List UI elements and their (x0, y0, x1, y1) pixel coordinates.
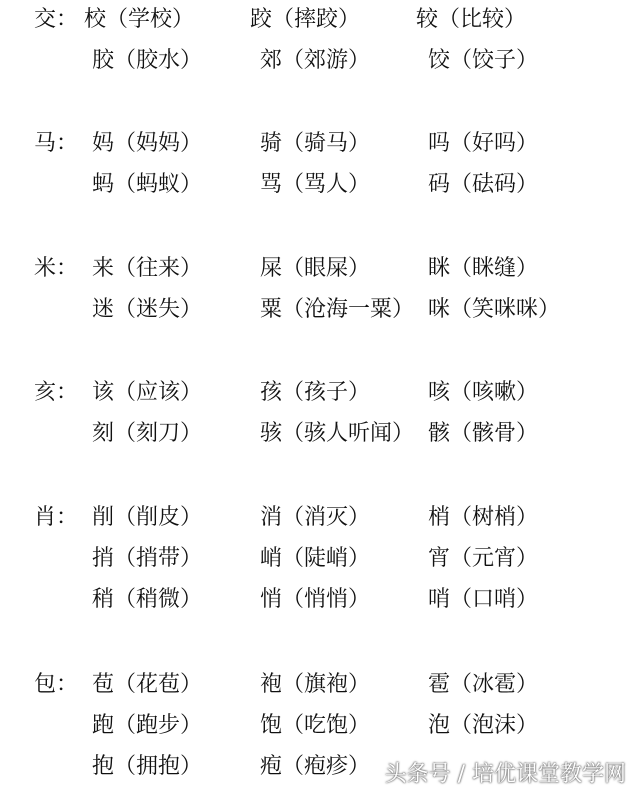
word-entry-col-3: 梢（树梢） (428, 505, 539, 530)
word-entry-col-3: 雹（冰雹） (428, 672, 539, 697)
word-entry-col-3: 泡（泡沫） (428, 713, 539, 738)
word-entry-col-1: 稍（稍微） (92, 587, 203, 612)
word-entry-col-1: 捎（捎带） (92, 546, 203, 571)
word-row (0, 373, 640, 413)
word-row (0, 498, 640, 538)
word-entry-col-1: 抱（拥抱） (92, 754, 203, 779)
word-entry-col-2: 骇（骇人听闻） (260, 421, 415, 446)
radical-label: 亥： (34, 380, 79, 405)
word-entry-col-3: 眯（眯缝） (428, 256, 539, 281)
word-entry-col-2: 疱（疱疹） (260, 754, 371, 779)
word-entry-col-1: 校（学校） (84, 7, 195, 32)
word-entry-col-1: 该（应该） (92, 380, 203, 405)
word-entry-col-2: 消（消灭） (260, 505, 371, 530)
word-entry-col-2: 屎（眼屎） (260, 256, 371, 281)
word-entry-col-1: 妈（妈妈） (92, 131, 203, 156)
word-entry-col-1: 苞（花苞） (92, 672, 203, 697)
radical-label: 交： (34, 7, 79, 32)
radical-label: 米： (34, 256, 79, 281)
word-entry-col-1: 削（削皮） (92, 505, 203, 530)
word-row (0, 249, 640, 289)
word-entry-col-3: 宵（元宵） (428, 546, 539, 571)
radical-label: 包： (34, 672, 79, 697)
word-entry-col-2: 饱（吃饱） (260, 713, 371, 738)
word-entry-col-1: 刻（刻刀） (92, 421, 203, 446)
word-row (0, 165, 640, 205)
word-entry-col-2: 郊（郊游） (260, 48, 371, 73)
word-row (0, 706, 640, 746)
word-entry-col-3: 饺（饺子） (428, 48, 539, 73)
word-row (0, 414, 640, 454)
word-row (0, 290, 640, 330)
word-row (0, 41, 640, 81)
word-entry-col-3: 咳（咳嗽） (428, 380, 539, 405)
word-entry-col-2: 孩（孩子） (260, 380, 371, 405)
word-entry-col-2: 骑（骑马） (260, 131, 371, 156)
word-entry-col-3: 吗（好吗） (428, 131, 539, 156)
watermark: 头条号 / 培优课堂教学网 (384, 762, 626, 787)
word-entry-col-2: 袍（旗袍） (260, 672, 371, 697)
word-row (0, 580, 640, 620)
radical-label: 马： (34, 131, 79, 156)
word-entry-col-3: 哨（口哨） (428, 587, 539, 612)
word-entry-col-3: 骸（骸骨） (428, 421, 539, 446)
word-entry-col-1: 来（往来） (92, 256, 203, 281)
word-entry-col-1: 胶（胶水） (92, 48, 203, 73)
word-row (0, 539, 640, 579)
word-entry-col-2: 粟（沧海一粟） (260, 297, 415, 322)
word-entry-col-2: 骂（骂人） (260, 172, 371, 197)
word-entry-col-3: 码（砝码） (428, 172, 539, 197)
word-row (0, 665, 640, 705)
word-entry-col-1: 迷（迷失） (92, 297, 203, 322)
word-entry-col-1: 蚂（蚂蚁） (92, 172, 203, 197)
word-entry-col-2: 跤（摔跤） (250, 7, 361, 32)
word-row (0, 124, 640, 164)
word-entry-col-3: 较（比较） (416, 7, 527, 32)
radical-label: 肖： (34, 505, 79, 530)
word-row (0, 0, 640, 40)
word-entry-col-2: 峭（陡峭） (260, 546, 371, 571)
word-entry-col-3: 咪（笑咪咪） (428, 297, 561, 322)
word-entry-col-1: 跑（跑步） (92, 713, 203, 738)
word-entry-col-2: 悄（悄悄） (260, 587, 371, 612)
